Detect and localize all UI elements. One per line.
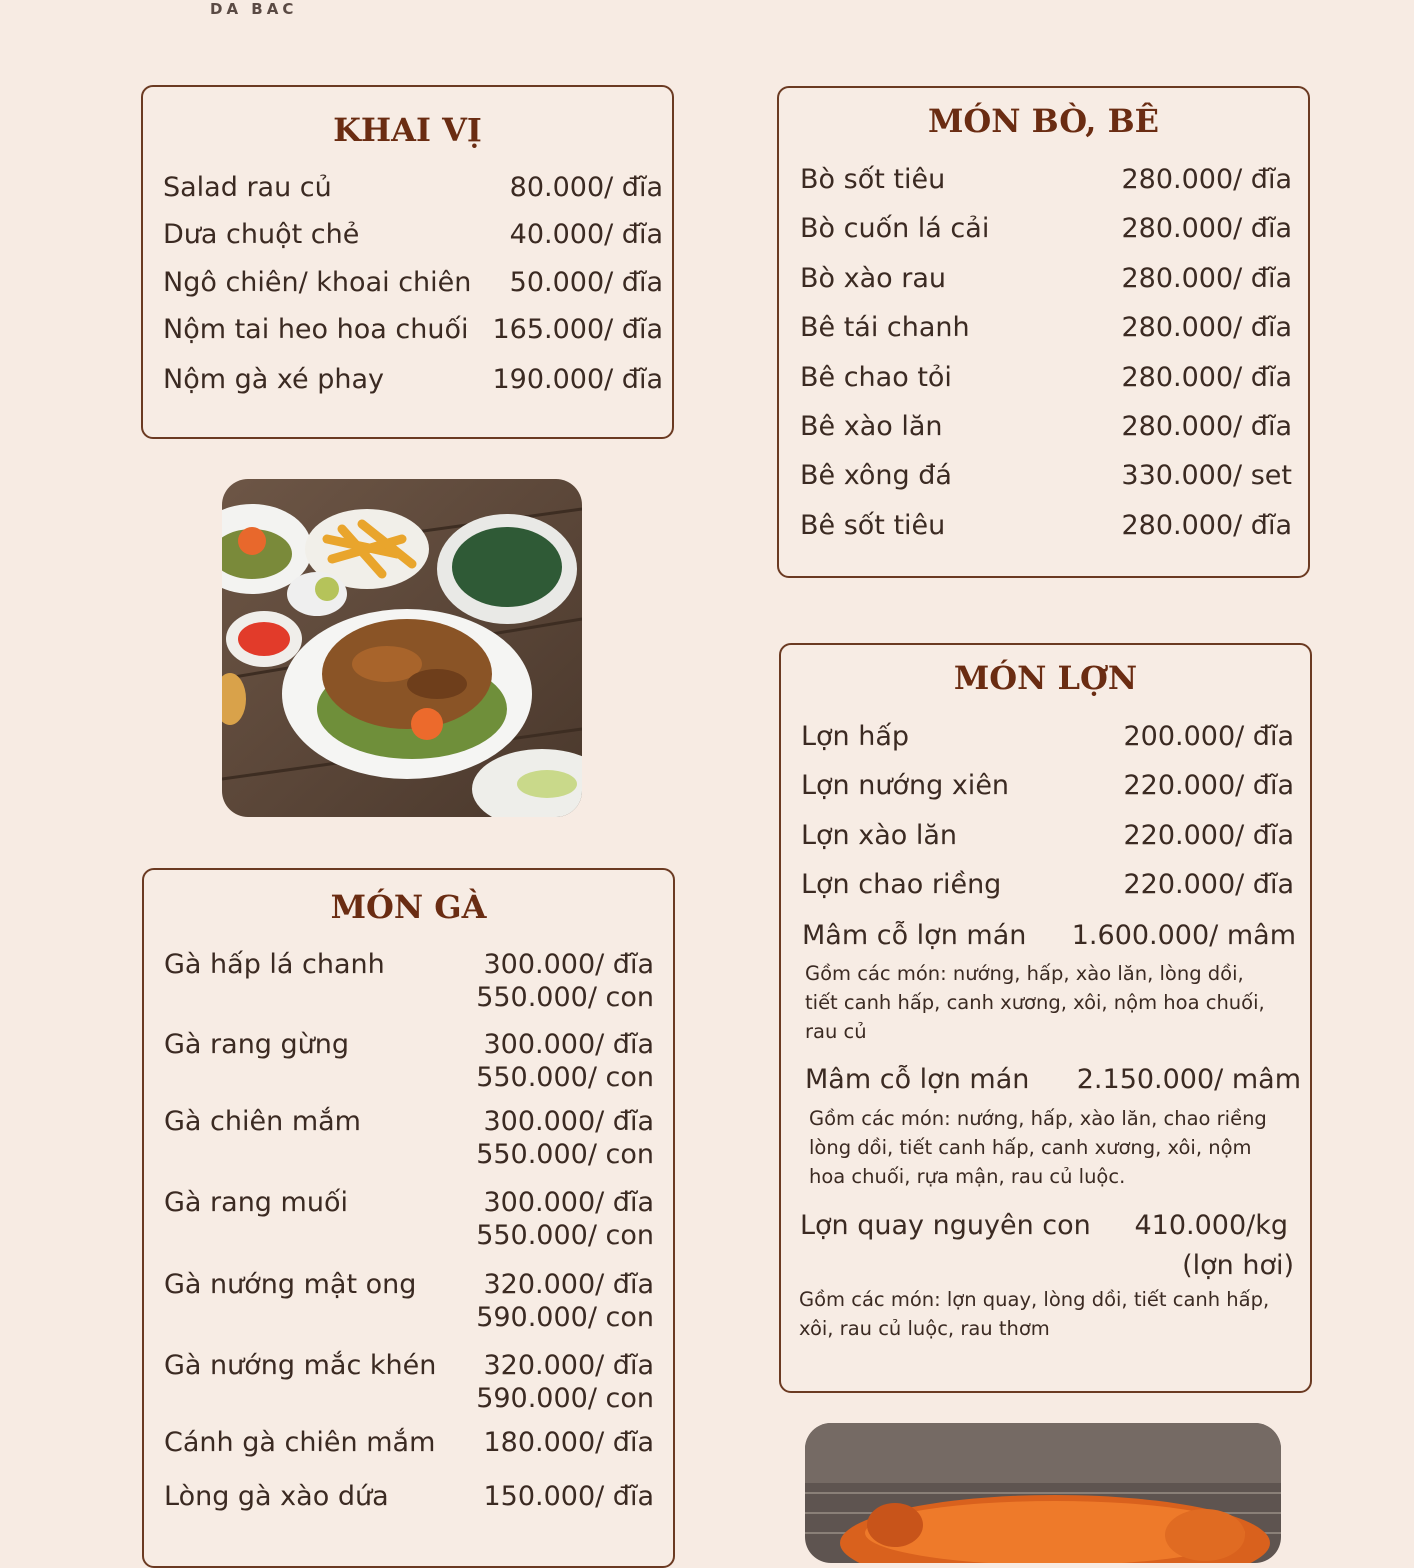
item-price: 330.000/ set [1121,460,1292,491]
lon-set1-price: 1.600.000/ mâm [1071,920,1296,951]
item-name: Lợn nướng xiên [801,770,1010,801]
item-name: Gà chiên mắm [164,1106,361,1137]
lon-set3-price1: 410.000/kg [1134,1210,1288,1241]
note-line: Gồm các món: nướng, hấp, xào lăn, lòng dồi, [805,962,1244,985]
item-price-whole: 550.000/ con [476,982,654,1013]
item-price-whole: 590.000/ con [476,1302,654,1333]
item-name: Bò cuốn lá cải [800,213,990,244]
item-name: Bê xào lăn [800,411,943,442]
note-line: Gồm các món: nướng, hấp, xào lăn, chao riềng [809,1107,1267,1130]
item-name: Bò xào rau [800,263,947,294]
item-price-whole: 550.000/ con [476,1139,654,1170]
item-price: 300.000/ đĩa [483,949,654,980]
note-line: hoa chuối, rựa mận, rau củ luộc. [809,1165,1126,1188]
bo-be-card [777,86,1310,578]
lon-set3-name: Lợn quay nguyên con [800,1210,1091,1241]
item-name: Nộm tai heo hoa chuối [163,314,469,345]
item-price: 300.000/ đĩa [483,1106,654,1137]
item-price-whole: 550.000/ con [476,1062,654,1093]
note-line: Gồm các món: lợn quay, lòng dồi, tiết canh hấp, [799,1288,1270,1311]
item-name: Gà nướng mật ong [164,1269,417,1300]
item-price: 300.000/ đĩa [483,1029,654,1060]
item-price: 220.000/ đĩa [1123,820,1294,851]
item-price: 220.000/ đĩa [1123,869,1294,900]
item-price: 300.000/ đĩa [483,1187,654,1218]
item-name: Ngô chiên/ khoai chiên [163,267,472,298]
item-price: 280.000/ đĩa [1121,362,1292,393]
item-price: 320.000/ đĩa [483,1350,654,1381]
item-name: Lợn xào lăn [801,820,958,851]
item-price: 280.000/ đĩa [1121,312,1292,343]
item-price: 180.000/ đĩa [483,1427,654,1458]
item-price: 280.000/ đĩa [1121,164,1292,195]
mon-lon-title: MÓN LỢN [953,659,1138,697]
item-price: 50.000/ đĩa [509,267,663,298]
item-name: Bê xông đá [800,460,952,491]
lon-set2-name: Mâm cỗ lợn mán [805,1064,1030,1095]
mon-lon-card [779,643,1312,1393]
item-name: Gà rang gừng [164,1029,350,1060]
lon-set2-note [809,1104,1267,1191]
item-name: Nộm gà xé phay [163,364,384,395]
note-line: xôi, rau củ luộc, rau thơm [799,1317,1050,1340]
item-name: Bò sốt tiêu [800,164,946,195]
item-name: Gà rang muối [164,1187,348,1218]
note-line: lòng dồi, tiết canh hấp, canh xương, xôi, nộm [809,1136,1252,1159]
item-name: Gà hấp lá chanh [164,949,385,980]
khai-vi-card [141,85,674,439]
item-price: 200.000/ đĩa [1123,721,1294,752]
item-name: Bê sốt tiêu [800,510,946,541]
item-price: 190.000/ đĩa [492,364,663,395]
item-price: 80.000/ đĩa [509,172,663,203]
item-name: Lòng gà xào dứa [164,1481,389,1512]
item-name: Dưa chuột chẻ [163,219,360,250]
item-price: 40.000/ đĩa [509,219,663,250]
item-name: Cánh gà chiên mắm [164,1427,436,1458]
item-name: Bê chao tỏi [800,362,952,393]
item-price: 320.000/ đĩa [483,1269,654,1300]
mon-ga-card [142,868,675,1568]
item-price: 150.000/ đĩa [483,1481,654,1512]
item-name: Bê tái chanh [800,312,970,343]
item-name: Lợn hấp [801,721,910,752]
item-name: Salad rau củ [163,172,332,203]
item-price-whole: 590.000/ con [476,1383,654,1414]
roast-pig-photo [805,1423,1281,1563]
brand-name: DA BAC [210,0,298,18]
appetizer-photo [222,479,582,817]
item-name: Gà nướng mắc khén [164,1350,437,1381]
mon-ga-title: MÓN GÀ [330,888,487,926]
note-line: rau củ [805,1020,867,1043]
bo-be-title: MÓN BÒ, BÊ [927,102,1160,140]
khai-vi-title: KHAI VỊ [333,111,482,149]
note-line: tiết canh hấp, canh xương, xôi, nộm hoa chuối, [805,991,1265,1014]
item-name: Lợn chao riềng [801,869,1002,900]
item-price-whole: 550.000/ con [476,1220,654,1251]
lon-set2-price: 2.150.000/ mâm [1076,1064,1301,1095]
item-price: 280.000/ đĩa [1121,510,1292,541]
item-price: 165.000/ đĩa [492,314,663,345]
lon-set3-note [799,1285,1269,1343]
lon-set1-name: Mâm cỗ lợn mán [802,920,1027,951]
item-price: 280.000/ đĩa [1121,263,1292,294]
item-price: 280.000/ đĩa [1121,411,1292,442]
lon-set3-price2: (lợn hơi) [1182,1250,1294,1281]
lon-set1-note [805,959,1265,1046]
item-price: 280.000/ đĩa [1121,213,1292,244]
item-price: 220.000/ đĩa [1123,770,1294,801]
